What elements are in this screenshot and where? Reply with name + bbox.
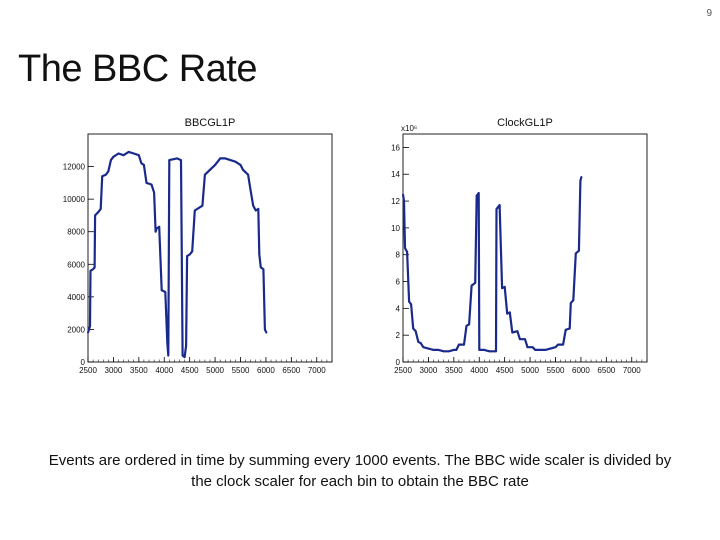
bbcgl1p-point (194, 210, 196, 212)
clockgl1p-point (572, 299, 574, 301)
bbcgl1p-point (155, 231, 157, 233)
clockgl1p-xtick-label: 5500 (546, 366, 565, 375)
clockgl1p-point (570, 302, 572, 304)
clockgl1p-point (511, 332, 513, 334)
bbcgl1p-point (263, 268, 265, 270)
clockgl1p-point (550, 348, 552, 350)
bbcgl1p-point (235, 161, 237, 163)
bbcgl1p-point (146, 182, 148, 184)
slide-title: The BBC Rate (18, 48, 257, 90)
clockgl1p-title: ClockGL1P (497, 117, 553, 129)
clockgl1p-point (519, 338, 521, 340)
clockgl1p-point (489, 350, 491, 352)
bbcgl1p-point (97, 211, 99, 213)
bbcgl1p-point (260, 267, 262, 269)
clockgl1p-point (483, 349, 485, 351)
bbcgl1p-point (138, 154, 140, 156)
chart-clockgl1p-svg (365, 110, 655, 382)
clockgl1p-point (402, 194, 404, 196)
bbcgl1p-point (118, 153, 120, 155)
clockgl1p-point (404, 247, 406, 249)
bbcgl1p-point (100, 208, 102, 210)
clockgl1p-point (557, 344, 559, 346)
bbcgl1p-point (167, 355, 169, 357)
clockgl1p-point (468, 324, 470, 326)
clockgl1p-point (453, 349, 455, 351)
bbcgl1p-point (189, 254, 191, 256)
clockgl1p-point (501, 287, 503, 289)
bbcgl1p-point (176, 158, 178, 160)
bbcgl1p-point (255, 210, 257, 212)
clockgl1p-point (403, 200, 405, 202)
bbcgl1p-point (180, 159, 182, 161)
clockgl1p-point (415, 330, 417, 332)
bbcgl1p-point (184, 356, 186, 358)
clockgl1p-xtick-label: 5000 (521, 366, 539, 375)
bbcgl1p-title: BBCGL1P (184, 117, 236, 129)
clockgl1p-point (580, 180, 582, 182)
clockgl1p-ytick-label: 4 (395, 304, 400, 314)
bbcgl1p-point (266, 332, 268, 334)
bbcgl1p-point (247, 174, 249, 176)
clockgl1p-ytick-label: 2 (395, 331, 400, 341)
bbcgl1p-point (105, 174, 107, 176)
bbcgl1p-series-line (88, 152, 266, 357)
clockgl1p-point (524, 338, 526, 340)
bbcgl1p-xtick-label: 4000 (155, 366, 174, 375)
clockgl1p-point (499, 204, 501, 206)
bbcgl1p-point (240, 164, 242, 166)
clockgl1p-point (527, 346, 529, 348)
clockgl1p-point (565, 329, 567, 331)
slide-number: 9 (706, 8, 712, 19)
clockgl1p-ytick-label: 8 (395, 250, 400, 260)
bbcgl1p-point (182, 355, 184, 357)
bbcgl1p-point (94, 267, 96, 269)
bbcgl1p-point (87, 332, 89, 334)
bbcgl1p-point (156, 228, 158, 230)
clockgl1p-point (408, 301, 410, 303)
clockgl1p-point (420, 342, 422, 344)
clockgl1p-point (544, 349, 546, 351)
bbcgl1p-ytick-label: 4000 (67, 292, 85, 302)
bbcgl1p-ytick-label: 10000 (62, 195, 85, 205)
bbcgl1p-point (199, 206, 201, 208)
clockgl1p-point (581, 176, 583, 178)
clockgl1p-xtick-label: 3000 (419, 366, 438, 375)
clockgl1p-point (471, 285, 473, 287)
bbcgl1p-point (204, 174, 206, 176)
bbcgl1p-point (151, 184, 153, 186)
bbcgl1p-point (242, 169, 244, 171)
bbcgl1p-frame (88, 134, 332, 362)
clockgl1p-point (428, 348, 430, 350)
bbcgl1p-xtick-label: 3000 (104, 366, 123, 375)
bbcgl1p-ytick-label: 8000 (67, 227, 85, 237)
clockgl1p-ytick-label: 12 (391, 197, 400, 207)
bbcgl1p-ytick-label: 6000 (67, 260, 85, 270)
bbcgl1p-point (110, 159, 112, 161)
clockgl1p-point (478, 192, 480, 194)
bbcgl1p-point (123, 154, 125, 156)
bbcgl1p-xtick-label: 3500 (129, 366, 148, 375)
chart-clockgl1p (365, 110, 655, 382)
clockgl1p-point (555, 346, 557, 348)
clockgl1p-point (422, 346, 424, 348)
bbcgl1p-point (252, 205, 254, 207)
clockgl1p-point (433, 349, 435, 351)
bbcgl1p-point (94, 215, 96, 217)
bbcgl1p-point (257, 208, 259, 210)
clockgl1p-point (534, 349, 536, 351)
clockgl1p-series-line (403, 177, 581, 351)
clockgl1p-frame (403, 134, 647, 362)
clockgl1p-point (474, 282, 476, 284)
clockgl1p-xtick-label: 6500 (597, 366, 616, 375)
bbcgl1p-point (258, 254, 260, 256)
clockgl1p-point (417, 341, 419, 343)
bbcgl1p-point (133, 153, 135, 155)
bbcgl1p-point (128, 151, 130, 153)
clockgl1p-ytick-label: 14 (391, 170, 400, 180)
clockgl1p-xtick-label: 4500 (495, 366, 514, 375)
bbcgl1p-point (158, 226, 160, 228)
bbcgl1p-point (141, 162, 143, 164)
bbcgl1p-xtick-label: 6500 (282, 366, 301, 375)
bbcgl1p-point (250, 190, 252, 192)
clockgl1p-point (509, 312, 511, 314)
bbcgl1p-point (219, 158, 221, 160)
clockgl1p-point (438, 349, 440, 351)
clockgl1p-point (463, 344, 465, 346)
clockgl1p-point (476, 195, 478, 197)
bbcgl1p-point (164, 291, 166, 293)
bbcgl1p-point (168, 159, 170, 161)
clockgl1p-point (443, 350, 445, 352)
bbcgl1p-point (101, 175, 103, 177)
bbcgl1p-xtick-label: 6000 (257, 366, 275, 375)
clockgl1p-point (478, 349, 480, 351)
bbcgl1p-ytick-label: 2000 (67, 325, 85, 335)
clockgl1p-xtick-label: 7000 (622, 366, 641, 375)
bbcgl1p-point (143, 164, 145, 166)
clockgl1p-xtick-label: 4000 (470, 366, 489, 375)
clockgl1p-ytick-label: 6 (395, 277, 400, 287)
clockgl1p-point (517, 330, 519, 332)
bbcgl1p-point (202, 205, 204, 207)
bbcgl1p-point (186, 255, 188, 257)
clockgl1p-point (412, 328, 414, 330)
clockgl1p-point (466, 325, 468, 327)
bbcgl1p-point (209, 169, 211, 171)
bbcgl1p-point (113, 156, 115, 158)
clockgl1p-point (506, 313, 508, 315)
clockgl1p-ytick-label: 10 (391, 223, 400, 233)
bbcgl1p-point (191, 250, 193, 252)
clockgl1p-point (575, 253, 577, 255)
bbcgl1p-point (89, 325, 91, 327)
bbcgl1p-xtick-label: 5500 (231, 366, 250, 375)
bbcgl1p-point (153, 192, 155, 194)
bbcgl1p-xtick-label: 4500 (180, 366, 199, 375)
clockgl1p-xtick-label: 2500 (394, 366, 412, 375)
clockgl1p-multiplier: x10⁶ (401, 124, 418, 133)
bbcgl1p-xtick-label: 2500 (79, 366, 97, 375)
clockgl1p-point (562, 344, 564, 346)
bbcgl1p-ytick-label: 0 (80, 358, 85, 367)
clockgl1p-point (495, 350, 497, 352)
bbcgl1p-point (229, 159, 231, 161)
bbcgl1p-point (107, 171, 109, 173)
bbcgl1p-point (264, 329, 266, 331)
bbcgl1p-point (214, 164, 216, 166)
bbcgl1p-point (224, 158, 226, 160)
bbcgl1p-ytick-label: 12000 (62, 162, 85, 172)
clockgl1p-xtick-label: 6000 (572, 366, 590, 375)
bbcgl1p-point (90, 270, 92, 272)
bbcgl1p-point (185, 345, 187, 347)
bbcgl1p-xtick-label: 7000 (307, 366, 326, 375)
chart-bbcgl1p (50, 110, 340, 382)
clockgl1p-point (569, 328, 571, 330)
chart-bbcgl1p-svg (50, 110, 340, 382)
bbcgl1p-point (92, 268, 94, 270)
bbcgl1p-xtick-label: 5000 (206, 366, 224, 375)
clockgl1p-point (578, 250, 580, 252)
clockgl1p-point (504, 286, 506, 288)
clockgl1p-point (458, 344, 460, 346)
clockgl1p-point (410, 303, 412, 305)
clockgl1p-point (448, 350, 450, 352)
clockgl1p-point (532, 346, 534, 348)
clockgl1p-ytick-label: 16 (391, 143, 400, 153)
clockgl1p-point (496, 208, 498, 210)
clockgl1p-ytick-label: 0 (395, 358, 400, 367)
clockgl1p-point (406, 251, 408, 253)
bbcgl1p-point (161, 289, 163, 291)
clockgl1p-xtick-label: 3500 (444, 366, 463, 375)
clockgl1p-point (456, 349, 458, 351)
bbcgl1p-point (166, 342, 168, 344)
slide-caption: Events are ordered in time by summing every 1000 events. The BBC wide scaler is divided by the clock scaler for each bin to obtain the BBC rate (48, 452, 672, 490)
